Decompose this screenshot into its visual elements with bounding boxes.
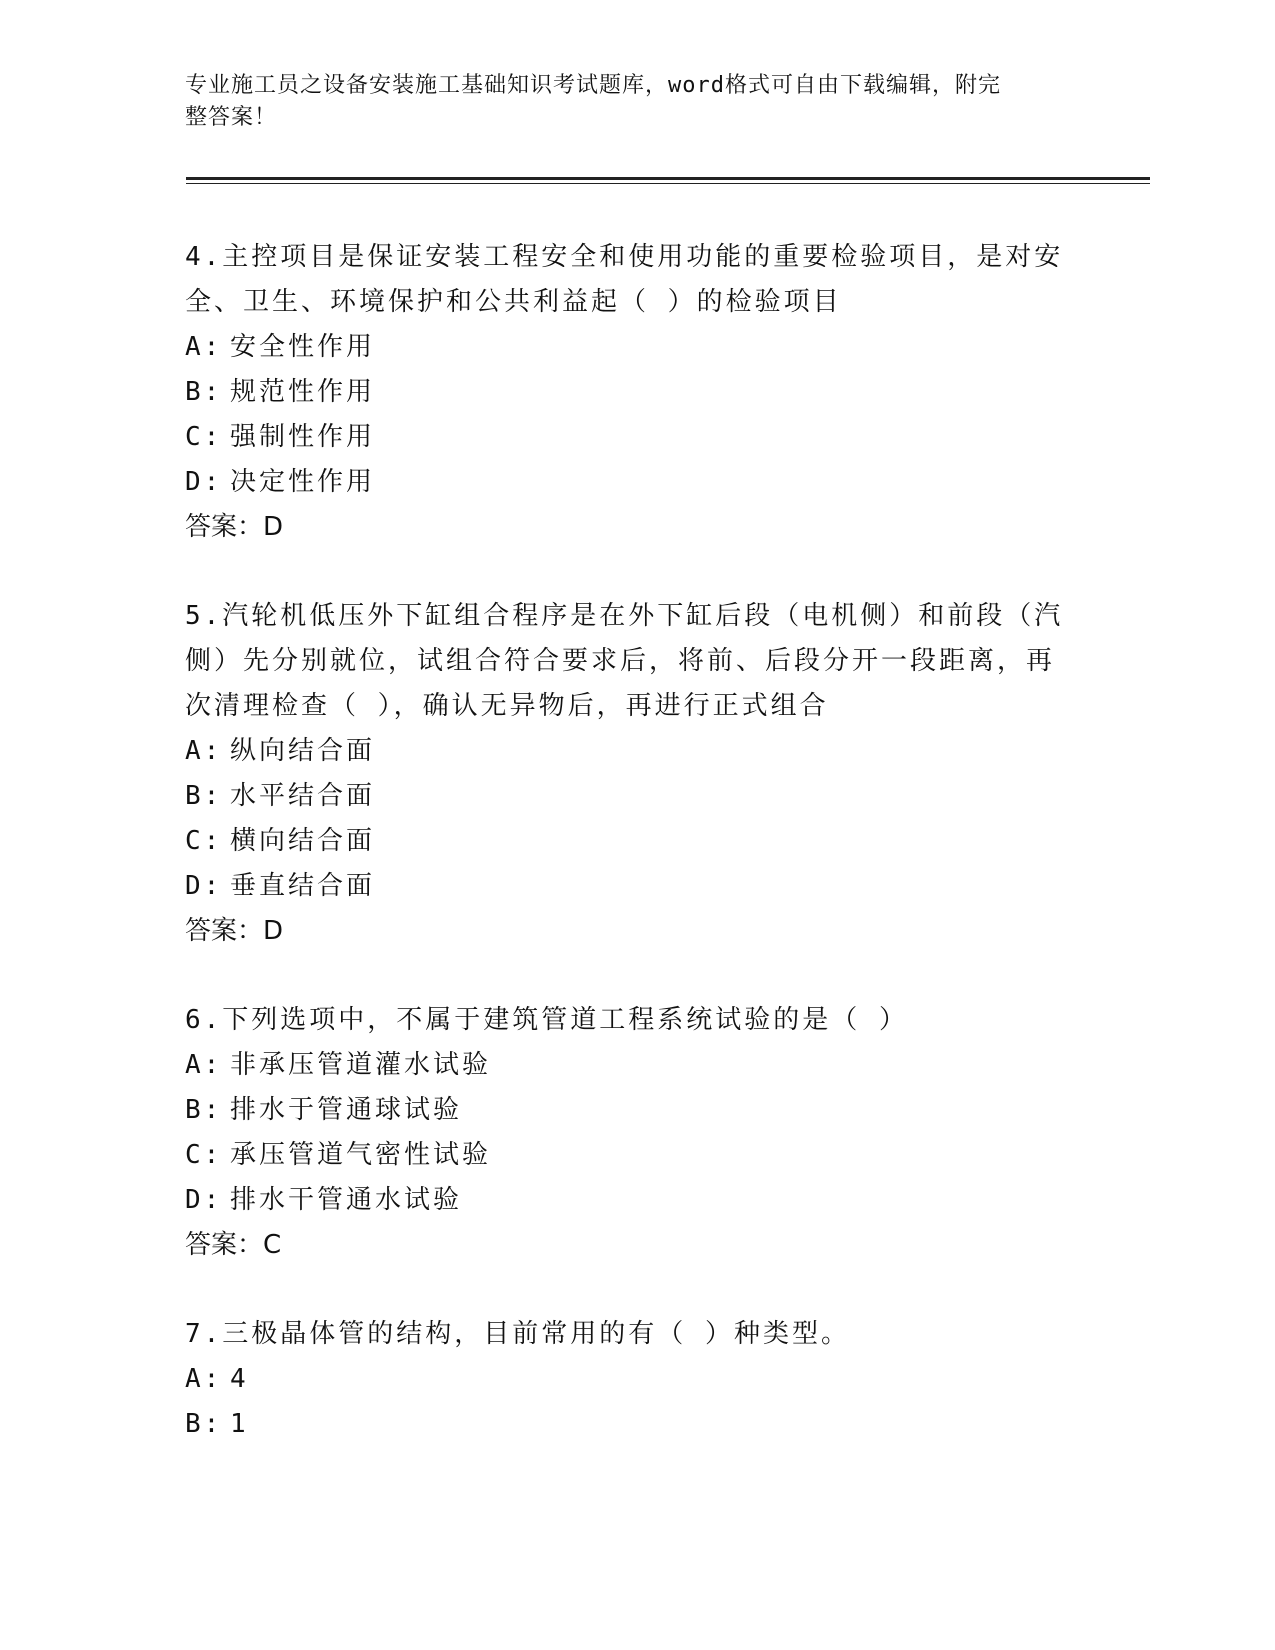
option-a bbox=[185, 729, 1065, 774]
option-letter: B: bbox=[185, 781, 223, 811]
option-letter: B: bbox=[185, 1409, 223, 1439]
header-divider-thin bbox=[186, 183, 1150, 184]
document-header bbox=[185, 70, 1065, 134]
option-d bbox=[185, 864, 1065, 909]
option-text: 规范性作用 bbox=[230, 377, 376, 407]
option-text: 垂直结合面 bbox=[230, 871, 376, 901]
answer-line: 答案：C bbox=[185, 1230, 282, 1260]
question-stem: 7.三极晶体管的结构，目前常用的有（ ）种类型。 bbox=[185, 1319, 850, 1349]
option-letter: C: bbox=[185, 1140, 223, 1170]
answer-line: 答案：D bbox=[185, 512, 284, 542]
option-text: 决定性作用 bbox=[230, 467, 376, 497]
option-letter: D: bbox=[185, 1185, 223, 1215]
question-7 bbox=[185, 1312, 1065, 1447]
option-c bbox=[185, 415, 1065, 460]
option-b bbox=[185, 370, 1065, 415]
option-letter: A: bbox=[185, 1364, 223, 1394]
option-letter: C: bbox=[185, 826, 223, 856]
option-text: 纵向结合面 bbox=[230, 736, 376, 766]
header-line-1: 专业施工员之设备安装施工基础知识考试题库，word格式可自由下载编辑，附完 bbox=[185, 73, 1001, 98]
option-b bbox=[185, 1088, 1065, 1133]
option-b bbox=[185, 774, 1065, 819]
question-stem: 5.汽轮机低压外下缸组合程序是在外下缸后段（电机侧）和前段（汽侧）先分别就位，试组合符合要求后，将前、后段分开一段距离，再次清理检查（ ），确认无异物后，再进行正式组合 bbox=[185, 601, 1064, 721]
option-c bbox=[185, 819, 1065, 864]
option-text: 非承压管道灌水试验 bbox=[230, 1050, 492, 1080]
option-b bbox=[185, 1402, 1065, 1447]
option-text: 4 bbox=[230, 1364, 249, 1394]
question-list bbox=[185, 235, 1065, 1491]
option-text: 水平结合面 bbox=[230, 781, 376, 811]
option-a bbox=[185, 325, 1065, 370]
header-line-2: 整答案！ bbox=[185, 105, 278, 130]
option-d bbox=[185, 1178, 1065, 1223]
option-letter: D: bbox=[185, 871, 223, 901]
header-divider-thick bbox=[186, 177, 1150, 180]
option-text: 承压管道气密性试验 bbox=[230, 1140, 492, 1170]
option-letter: A: bbox=[185, 736, 223, 766]
answer-line: 答案：D bbox=[185, 916, 284, 946]
question-6 bbox=[185, 998, 1065, 1268]
question-stem: 6.下列选项中，不属于建筑管道工程系统试验的是（ ） bbox=[185, 1005, 908, 1035]
option-text: 排水于管通球试验 bbox=[230, 1095, 463, 1125]
option-text: 强制性作用 bbox=[230, 422, 376, 452]
question-5 bbox=[185, 594, 1065, 954]
option-letter: A: bbox=[185, 1050, 223, 1080]
option-text: 排水干管通水试验 bbox=[230, 1185, 463, 1215]
option-letter: A: bbox=[185, 332, 223, 362]
option-a bbox=[185, 1043, 1065, 1088]
option-a bbox=[185, 1357, 1065, 1402]
option-letter: D: bbox=[185, 467, 223, 497]
option-letter: B: bbox=[185, 377, 223, 407]
option-c bbox=[185, 1133, 1065, 1178]
option-letter: B: bbox=[185, 1095, 223, 1125]
option-text: 横向结合面 bbox=[230, 826, 376, 856]
question-4 bbox=[185, 235, 1065, 550]
option-text: 1 bbox=[230, 1409, 249, 1439]
option-letter: C: bbox=[185, 422, 223, 452]
question-stem: 4.主控项目是保证安装工程安全和使用功能的重要检验项目，是对安全、卫生、环境保护和公共利益起（ ）的检验项目 bbox=[185, 242, 1064, 317]
option-d bbox=[185, 460, 1065, 505]
option-text: 安全性作用 bbox=[230, 332, 376, 362]
